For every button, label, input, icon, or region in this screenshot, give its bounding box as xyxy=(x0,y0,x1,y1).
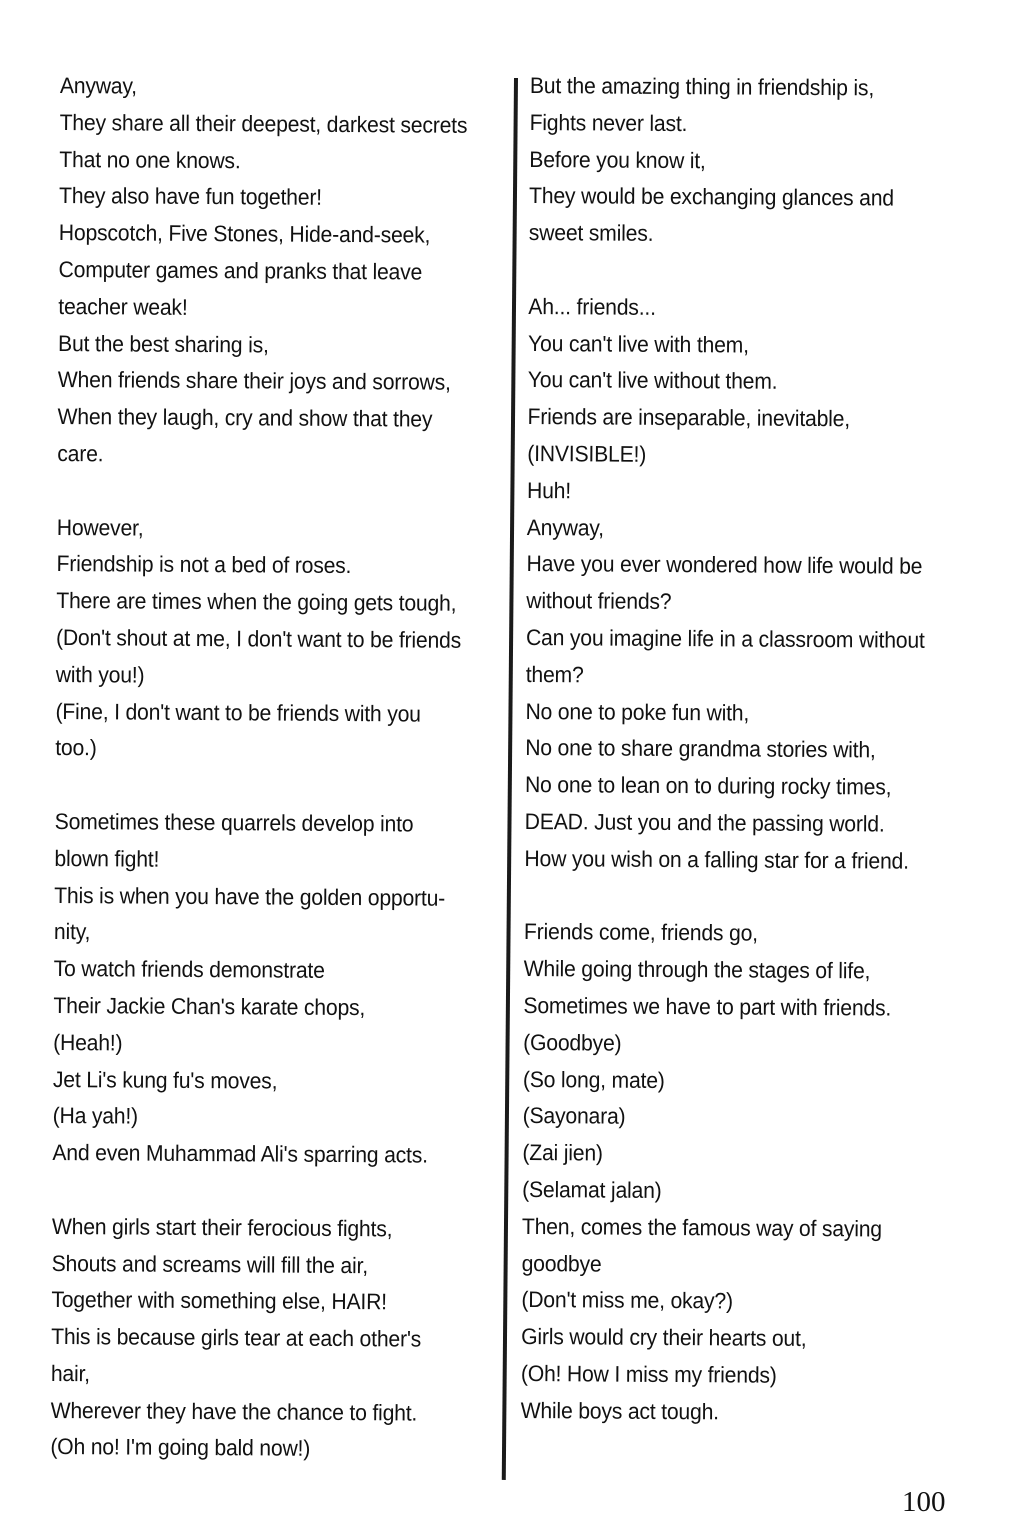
poem-line: Have you ever wondered how life would be xyxy=(526,551,923,580)
poem-line: Jet Li's kung fu's moves, xyxy=(52,1066,278,1094)
poem-line: Sometimes we have to part with friends. xyxy=(523,992,892,1021)
stanza-break xyxy=(55,767,507,807)
poem-line: There are times when the going gets tough, xyxy=(56,588,457,616)
page-number: 100 xyxy=(902,1486,946,1518)
poem-line: Anyway, xyxy=(526,514,604,541)
poem-line: Before you know it, xyxy=(529,146,706,173)
poem-line: teacher weak! xyxy=(58,293,188,320)
left-column xyxy=(50,68,512,1469)
poem-line: To watch friends demonstrate xyxy=(53,956,325,983)
poem-line: Friends come, friends go, xyxy=(523,919,758,946)
poem-line: Friendship is not a bed of roses. xyxy=(56,551,352,579)
poem-line: Then, comes the famous way of saying xyxy=(521,1213,883,1242)
poem-line: (Oh! How I miss my friends) xyxy=(520,1360,777,1388)
poem-line: Girls would cry their hearts out, xyxy=(521,1324,807,1352)
poem-line: No one to share grandma stories with, xyxy=(525,735,876,763)
poem-line: However, xyxy=(56,514,144,541)
stanza-break xyxy=(52,1172,504,1212)
poem-line: No one to lean on to during rocky times, xyxy=(524,772,892,800)
poem-line: sweet smiles. xyxy=(528,220,654,247)
poem-line: too.) xyxy=(55,735,97,761)
poem-line: This is because girls tear at each other's xyxy=(51,1324,422,1352)
poem-line: (Sayonara) xyxy=(522,1103,626,1130)
poem-line: without friends? xyxy=(526,588,672,615)
poem-line: Shouts and screams will fill the air, xyxy=(51,1250,369,1278)
poem-line: But the best sharing is, xyxy=(57,330,269,358)
poem-line: And even Muhammad Ali's sparring acts. xyxy=(52,1140,428,1168)
poem-line: (Ha yah!) xyxy=(52,1103,139,1129)
poem-line: blown fight! xyxy=(54,845,160,872)
poem-line: They also have fun together! xyxy=(59,183,323,211)
poem-line: (So long, mate) xyxy=(522,1066,665,1093)
poem-line: No one to poke fun with, xyxy=(525,698,750,726)
poem-line: Huh! xyxy=(526,477,572,504)
poem-line: Ah... friends... xyxy=(528,293,656,320)
poem-line: When they laugh, cry and show that they xyxy=(57,404,433,432)
poem-line: Sometimes these quarrels develop into xyxy=(54,808,414,837)
stanza-break xyxy=(57,473,509,513)
poem-line: You can't live with them, xyxy=(527,330,749,358)
poem-line: This is when you have the golden opportu- xyxy=(54,882,446,911)
poem-line: (Fine, I don't want to be friends with you xyxy=(55,698,421,727)
poem-line: (Don't shout at me, I don't want to be friends xyxy=(55,624,462,653)
poem-line: When friends share their joys and sorrows, xyxy=(57,367,451,396)
poem-line: You can't live without them. xyxy=(527,367,778,395)
poem-line: Friends are inseparable, inevitable, xyxy=(527,404,851,432)
poem-line: Wherever they have the chance to fight. xyxy=(50,1397,418,1426)
poem-line: When girls start their ferocious fights, xyxy=(51,1213,393,1242)
poem-line: (Selamat jalan) xyxy=(522,1176,662,1203)
poem-line: Can you imagine life in a classroom without xyxy=(525,624,925,653)
poem-line: While going through the stages of life, xyxy=(523,956,871,984)
poem-line: Hopscotch, Five Stones, Hide-and-seek, xyxy=(58,220,431,248)
poem-line: (Oh no! I'm going bald now!) xyxy=(50,1434,311,1462)
poem-line: (Heah!) xyxy=(53,1029,123,1056)
poem-line: Anyway, xyxy=(59,72,138,99)
poem-line: DEAD. Just you and the passing world. xyxy=(524,808,885,837)
poem-line: nity, xyxy=(53,919,91,945)
stanza-break xyxy=(528,252,980,292)
poem-line: How you wish on a falling star for a friend. xyxy=(524,845,909,874)
poem-line: That no one knows. xyxy=(59,146,241,173)
poem-line: with you!) xyxy=(55,661,145,688)
poem-line: They would be exchanging glances and xyxy=(529,183,894,211)
poem-line: hair, xyxy=(50,1360,91,1387)
poem-line: them? xyxy=(525,661,584,688)
poem-line: (INVISIBLE!) xyxy=(527,440,647,467)
right-column xyxy=(520,68,981,1433)
poem-line: While boys act tough. xyxy=(520,1397,719,1425)
poem-line: Their Jackie Chan's karate chops, xyxy=(53,992,366,1021)
poem-line: Computer games and pranks that leave xyxy=(58,256,423,285)
stanza-break xyxy=(524,878,976,918)
poem-line: But the amazing thing in friendship is, xyxy=(529,72,875,101)
poem-line: (Goodbye) xyxy=(523,1029,622,1056)
poem-line: goodbye xyxy=(521,1250,602,1277)
poem-line: Fights never last. xyxy=(529,109,688,136)
poem-line: (Zai jien) xyxy=(522,1140,603,1166)
poem-line: (Don't miss me, okay?) xyxy=(521,1287,733,1314)
poem-line: Together with something else, HAIR! xyxy=(51,1287,388,1315)
poem-line: care. xyxy=(57,440,104,467)
poem-line: They share all their deepest, darkest secrets xyxy=(59,109,468,138)
